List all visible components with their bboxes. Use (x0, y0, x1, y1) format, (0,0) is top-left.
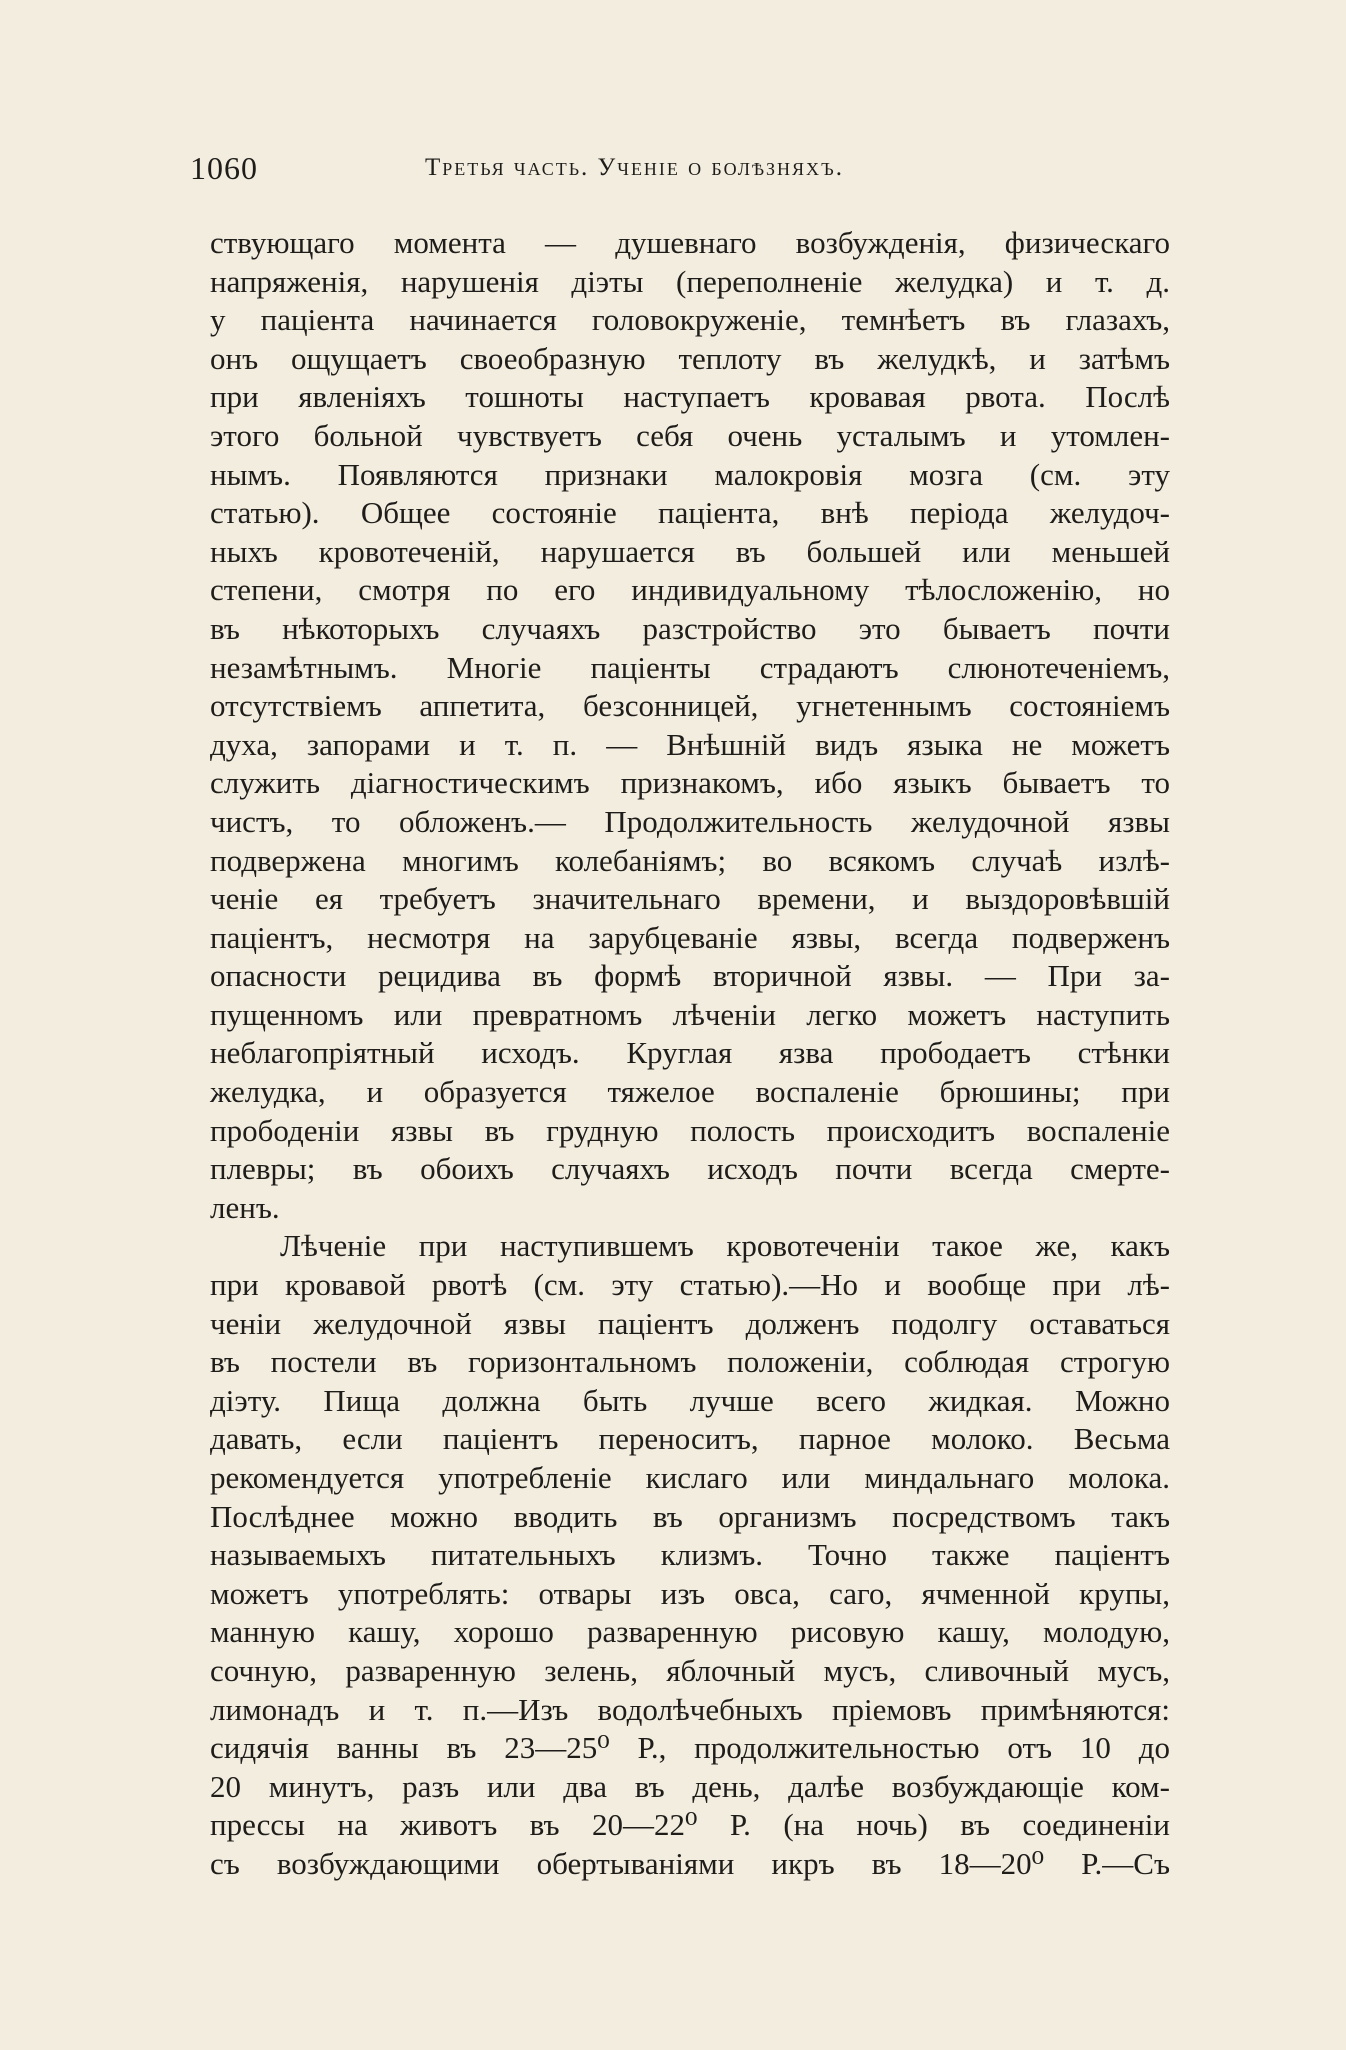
running-head: Третья часть. Ученіе о болѣзняхъ. (425, 154, 845, 181)
text-line: неблагопріятный исходъ. Круглая язва прободаетъ стѣнки (210, 1035, 1170, 1071)
text-line: отсутствіемъ аппетита, безсонницей, угнетеннымъ состояніемъ (210, 688, 1170, 724)
text-line: сочную, разваренную зелень, яблочный мусъ, сливочный мусъ, (210, 1652, 1170, 1688)
text-line: желудка, и образуется тяжелое воспаленіе брюшины; при (210, 1074, 1170, 1110)
text-line: Послѣднее можно вводить въ организмъ посредствомъ такъ (210, 1498, 1170, 1534)
text-line: ченіи желудочной язвы паціентъ долженъ подолгу оставаться (210, 1305, 1170, 1341)
page-header (190, 150, 980, 190)
text-line: духа, запорами и т. п. — Внѣшній видъ языка не можетъ (210, 726, 1170, 762)
text-line: сидячія ванны въ 23—25⁰ Р., продолжительностью отъ 10 до (210, 1730, 1170, 1766)
text-line: ленъ. (210, 1189, 280, 1225)
text-line: нымъ. Появляются признаки малокровія мозга (см. эту (210, 456, 1170, 492)
body-text (210, 224, 1170, 1884)
text-line: діэту. Пища должна быть лучше всего жидкая. Можно (210, 1382, 1170, 1418)
text-line: статью). Общее состояніе паціента, внѣ періода желудоч- (210, 495, 1170, 531)
text-line: давать, если паціентъ переноситъ, парное молоко. Весьма (210, 1421, 1170, 1457)
text-line: незамѣтнымъ. Многіе паціенты страдаютъ слюнотеченіемъ, (210, 649, 1170, 685)
text-line: манную кашу, хорошо разваренную рисовую кашу, молодую, (210, 1614, 1170, 1650)
text-line: называемыхъ питательныхъ клизмъ. Точно также паціентъ (210, 1537, 1170, 1573)
text-line: при явленіяхъ тошноты наступаетъ кровавая рвота. Послѣ (210, 379, 1170, 415)
text-line: лимонадъ и т. п.—Изъ водолѣчебныхъ пріемовъ примѣняются: (210, 1691, 1170, 1727)
text-line: служить діагностическимъ признакомъ, ибо языкъ бываетъ то (210, 765, 1170, 801)
text-line: степени, смотря по его индивидуальному тѣлосложенію, но (210, 572, 1170, 608)
text-line: ченіе ея требуетъ значительнаго времени, и выздоровѣвшій (210, 881, 1170, 917)
text-line: ныхъ кровотеченій, нарушается въ большей или меньшей (210, 533, 1170, 569)
text-line: у паціента начинается головокруженіе, темнѣетъ въ глазахъ, (210, 302, 1170, 338)
text-line: 20 минутъ, разъ или два въ день, далѣе возбуждающіе ком- (210, 1768, 1170, 1804)
text-line: ствующаго момента — душевнаго возбужденія, физическаго (210, 225, 1170, 260)
text-line: рекомендуется употребленіе кислаго или миндальнаго молока. (210, 1460, 1170, 1495)
text-line: плевры; въ обоихъ случаяхъ исходъ почти всегда смерте- (210, 1151, 1170, 1187)
text-line: онъ ощущаетъ своеобразную теплоту въ желудкѣ, и затѣмъ (210, 340, 1170, 376)
text-line: паціентъ, несмотря на зарубцеваніе язвы, всегда подверженъ (210, 919, 1170, 955)
text-line: пущенномъ или превратномъ лѣченіи легко можетъ наступить (210, 996, 1170, 1032)
text-line: напряженія, нарушенія діэты (переполненіе желудка) и т. д. (210, 263, 1170, 299)
text-line: подвержена многимъ колебаніямъ; во всякомъ случаѣ излѣ- (210, 842, 1170, 878)
text-line: этого больной чувствуетъ себя очень усталымъ и утомлен- (210, 417, 1170, 453)
paragraph-start-line: Лѣченіе при наступившемъ кровотеченіи такое же, какъ (280, 1228, 1170, 1264)
text-line: при кровавой рвотѣ (см. эту статью).—Но и вообще при лѣ- (210, 1267, 1170, 1303)
text-line: съ возбуждающими обертываніями икръ въ 18—20⁰ Р.—Съ (210, 1845, 1170, 1881)
text-line: опасности рецидива въ формѣ вторичной язвы. — При за- (210, 958, 1170, 994)
text-line: чистъ, то обложенъ.— Продолжительность желудочной язвы (210, 803, 1170, 839)
text-line: прободеніи язвы въ грудную полость происходитъ воспаленіе (210, 1112, 1170, 1148)
text-line: можетъ употреблять: отвары изъ овса, саго, ячменной крупы, (210, 1575, 1170, 1611)
page-number: 1060 (190, 150, 258, 186)
text-line: прессы на животъ въ 20—22⁰ Р. (на ночь) въ соединеніи (210, 1807, 1170, 1843)
text-line: въ постели въ горизонтальномъ положеніи, соблюдая строгую (210, 1344, 1170, 1380)
text-line: въ нѣкоторыхъ случаяхъ разстройство это бываетъ почти (210, 610, 1170, 646)
